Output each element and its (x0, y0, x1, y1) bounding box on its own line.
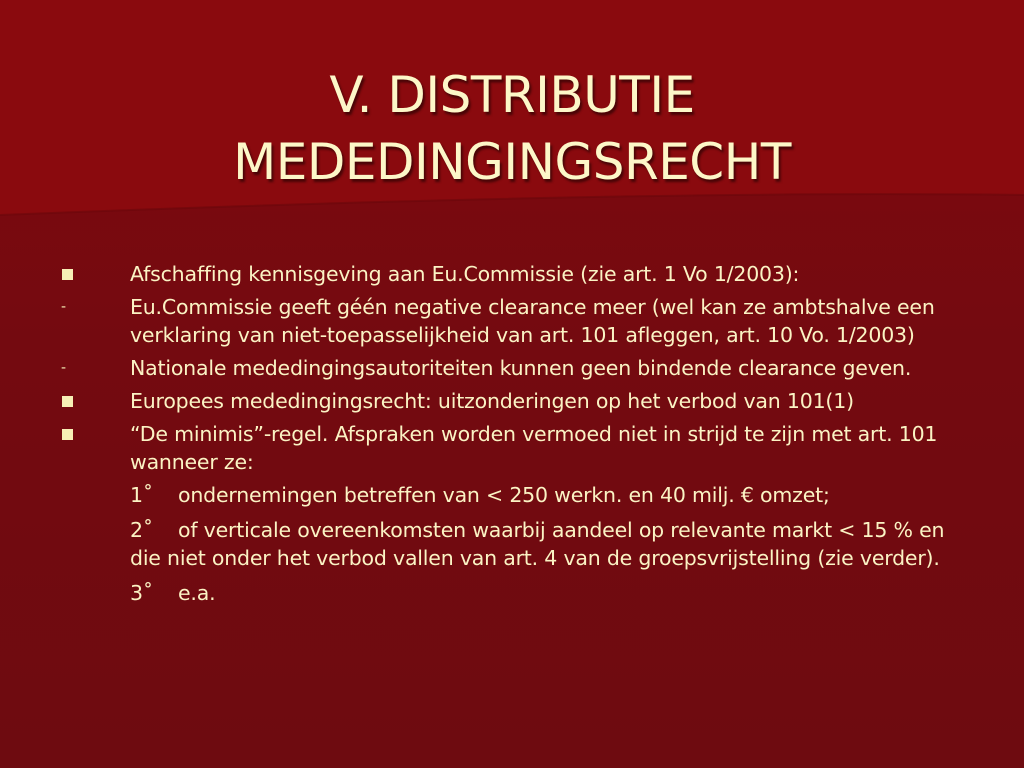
bullet-item (60, 420, 960, 476)
dash-item (60, 293, 960, 349)
square-bullet-icon (60, 420, 80, 448)
subitem-number: 3˚ (130, 581, 153, 605)
square-bullet-icon (60, 387, 80, 415)
bullet-item (60, 260, 960, 288)
slide-title (0, 62, 1024, 196)
numbered-subitem (60, 516, 960, 572)
bullet-text: Europees mededingingsrecht: uitzonderingen op het verbod van 101(1) (130, 389, 854, 413)
bullet-text: “De minimis”-regel. Afspraken worden vermoed niet in strijd te zijn met art. 101 wanneer ze: (130, 422, 938, 474)
bullet-text: Eu.Commissie geeft géén negative clearance meer (wel kan ze ambtshalve een verklaring van niet-toepasselijkheid van art. 101 afleggen, art. 10 Vo. 1/2003) (130, 295, 935, 347)
title-line-2: MEDEDINGINGSRECHT (233, 133, 791, 191)
square-bullet-icon (60, 260, 80, 288)
bullet-text: Afschaffing kennisgeving aan Eu.Commissie (zie art. 1 Vo 1/2003): (130, 262, 800, 286)
subitem-text: e.a. (178, 581, 216, 605)
dash-bullet: - (61, 360, 66, 376)
slide-body (60, 260, 960, 614)
subitem-number: 1˚ (130, 483, 153, 507)
numbered-subitem (60, 579, 960, 607)
title-line-1: V. DISTRIBUTIE (329, 66, 695, 124)
subitem-number: 2˚ (130, 518, 153, 542)
bullet-item (60, 387, 960, 415)
bullet-text: Nationale mededingingsautoriteiten kunnen geen bindende clearance geven. (130, 356, 912, 380)
dash-item (60, 354, 960, 382)
subitem-text: ondernemingen betreffen van < 250 werkn. en 40 milj. € omzet; (178, 483, 830, 507)
dash-bullet: - (61, 299, 66, 315)
subitem-text: of verticale overeenkomsten waarbij aandeel op relevante markt < 15 % en die niet onder het verbod vallen van art. 4 van de groepsvrijstelling (zie verder). (130, 518, 945, 570)
numbered-subitem (60, 481, 960, 509)
